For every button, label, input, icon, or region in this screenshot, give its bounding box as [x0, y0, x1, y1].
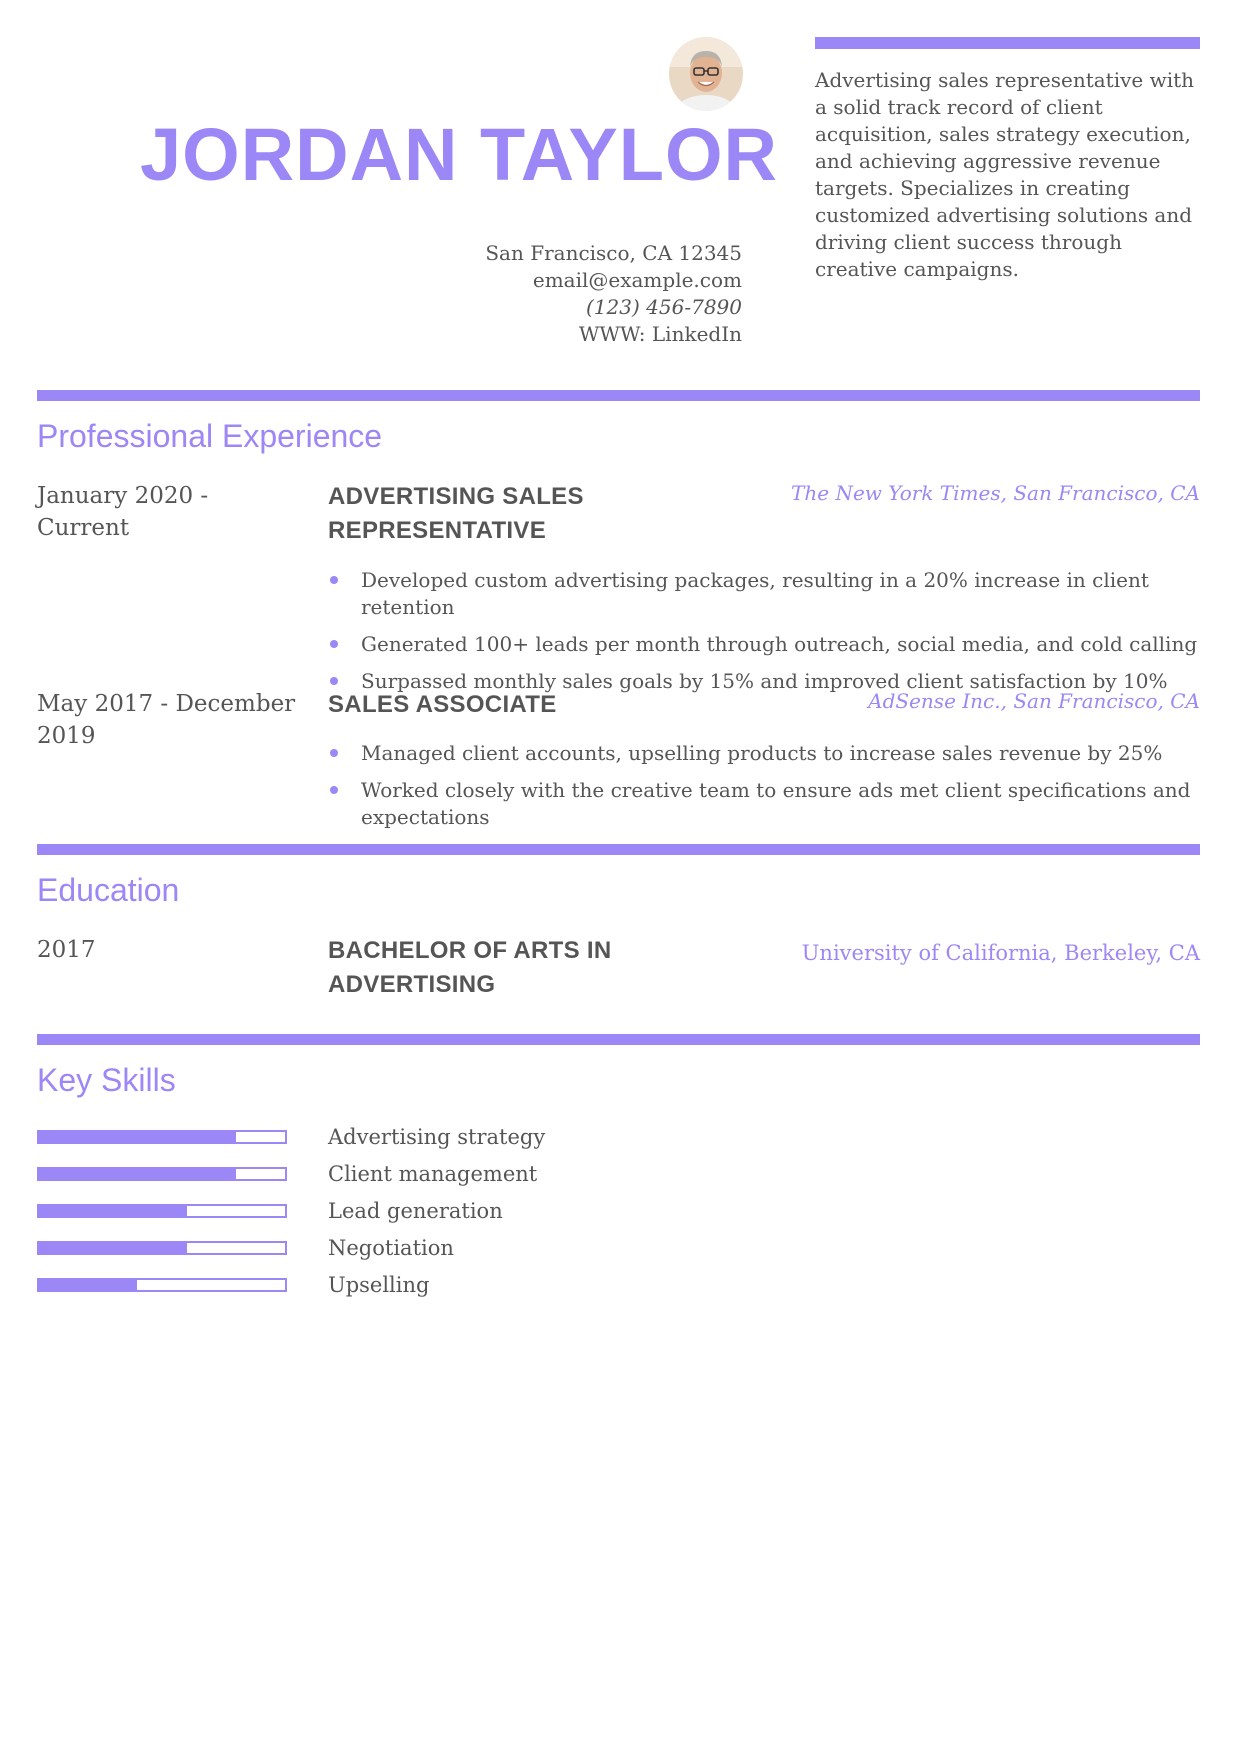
- skill-label: Advertising strategy: [328, 1125, 546, 1149]
- section-divider-experience: [37, 390, 1200, 401]
- skill-label: Negotiation: [328, 1236, 454, 1260]
- skill-row: [37, 1270, 737, 1300]
- skill-level-fill: [39, 1280, 137, 1290]
- address: San Francisco, CA 12345: [485, 241, 742, 265]
- skill-level-fill: [39, 1206, 187, 1216]
- skill-level-bar: [37, 1278, 287, 1292]
- skill-label: Upselling: [328, 1273, 430, 1297]
- section-title-experience: Professional Experience: [37, 418, 383, 454]
- list-item: Worked closely with the creative team to ensure ads met client specifications and expectations: [330, 777, 1210, 831]
- job-1-title: ADVERTISING SALES REPRESENTATIVE: [328, 483, 584, 544]
- list-item: Managed client accounts, upselling products to increase sales revenue by 25%: [330, 740, 1210, 767]
- profile-photo: [669, 37, 743, 111]
- job-2-bullets: [330, 740, 1210, 841]
- job-1-company: The New York Times, San Francisco, CA: [791, 481, 1200, 505]
- job-1-dates: January 2020 - Current: [37, 483, 209, 541]
- bullet-icon: [330, 640, 338, 648]
- bullet-icon: [330, 749, 338, 757]
- section-title-skills: Key Skills: [37, 1062, 176, 1098]
- job-2-company: AdSense Inc., San Francisco, CA: [868, 689, 1200, 713]
- skill-level-bar: [37, 1167, 287, 1181]
- job-2-dates: May 2017 - December 2019: [37, 691, 296, 749]
- phone[interactable]: (123) 456-7890: [586, 295, 742, 319]
- skill-label: Client management: [328, 1162, 538, 1186]
- list-item: Surpassed monthly sales goals by 15% and improved client satisfaction by 10%: [330, 668, 1210, 695]
- avatar-icon: [669, 37, 743, 111]
- education-year: 2017: [37, 937, 96, 963]
- bullet-icon: [330, 677, 338, 685]
- summary-divider: [815, 37, 1200, 49]
- job-1-bullets: [330, 567, 1210, 705]
- professional-summary: Advertising sales representative with a solid track record of client acquisition, sales strategy execution, and achieving aggressive revenue targets. Specializes in creating customized advertising solutions and driving client success through creative campaigns.: [815, 68, 1195, 281]
- list-item: Generated 100+ leads per month through outreach, social media, and cold calling: [330, 631, 1210, 658]
- skill-row: [37, 1196, 737, 1226]
- skill-row: [37, 1233, 737, 1263]
- skill-level-fill: [39, 1243, 187, 1253]
- list-item: Developed custom advertising packages, resulting in a 20% increase in client retention: [330, 567, 1210, 621]
- job-2-title: SALES ASSOCIATE: [328, 691, 557, 718]
- candidate-name: JORDAN TAYLOR: [140, 113, 778, 196]
- section-divider-skills: [37, 1034, 1200, 1045]
- section-title-education: Education: [37, 872, 180, 908]
- education-degree: BACHELOR OF ARTS IN ADVERTISING: [328, 937, 612, 998]
- skill-level-bar: [37, 1204, 287, 1218]
- bullet-icon: [330, 576, 338, 584]
- skill-level-fill: [39, 1132, 236, 1142]
- contact-info: [430, 240, 742, 348]
- section-divider-education: [37, 844, 1200, 855]
- website-link[interactable]: WWW: LinkedIn: [578, 322, 742, 346]
- bullet-icon: [330, 786, 338, 794]
- skill-label: Lead generation: [328, 1199, 503, 1223]
- education-school: University of California, Berkeley, CA: [801, 941, 1200, 965]
- skill-level-fill: [39, 1169, 236, 1179]
- skill-level-bar: [37, 1130, 287, 1144]
- skill-row: [37, 1159, 737, 1189]
- skill-level-bar: [37, 1241, 287, 1255]
- email[interactable]: email@example.com: [532, 268, 742, 292]
- skill-row: [37, 1122, 737, 1152]
